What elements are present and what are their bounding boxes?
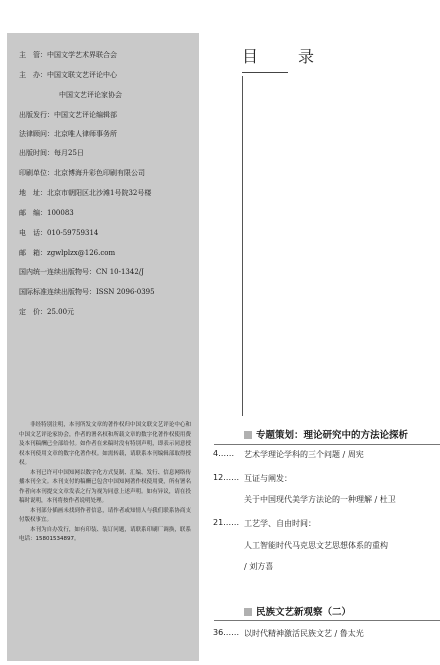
toc-entry-page: 36……: [213, 628, 240, 637]
toc-entry-subtitle[interactable]: 人工智能时代马克思文艺思想体系的重构: [244, 541, 388, 550]
toc-entry-page: 12……: [213, 473, 240, 482]
section-square-icon: [244, 608, 252, 616]
copyright-paragraph: 本刊已许可中国知网以数字化方式复制、汇编、发行、信息网络传播本刊全文。本刊支付的稿酬已包含中国知网著作权使用费，所有署名作者向本刊提交文章发表之行为视为同意上述声明。如有异议，请在投稿时说明，本刊将按作者说明处理。: [19, 469, 191, 504]
toc-title-underline: [242, 72, 288, 73]
toc-entry-page: 4……: [213, 449, 235, 458]
toc-entry-subtitle[interactable]: 关于中国现代美学方法论的一种理解 / 杜卫: [244, 495, 396, 504]
toc-entry-title[interactable]: 艺术学理论学科的三个问题 / 周宪: [244, 450, 364, 459]
masthead-row-publisher: 出版发行：中国文艺评论编辑部: [19, 111, 117, 119]
toc-divider-line: [242, 76, 243, 416]
copyright-paragraph: 非经特别注明，本刊所发文章的著作权归中国文联文艺评论中心和中国文艺评论家协会，作者的署名权和所载文章的数字化著作权使用费及本刊稿酬已全部给付。如作者在来稿时没有特别声明，即表示同意授权本刊使用文章的数字化著作权。如需转载，请联系本刊编辑部取得授权。: [19, 422, 191, 466]
masthead-row-email: 邮 箱：zgwlplzx@126.com: [19, 249, 116, 257]
masthead-row-cn: 国内统一连续出版物号：CN 10-1342/J: [19, 268, 144, 276]
section-square-icon: [244, 431, 252, 439]
toc-section-heading[interactable]: 专题策划：理论研究中的方法论探析: [244, 427, 408, 441]
masthead-row-legal: 法律顾问：北京唯人律师事务所: [19, 130, 117, 138]
section-divider: [214, 620, 440, 621]
masthead-row-printer: 印刷单位：北京博海升彩色印刷有限公司: [19, 169, 145, 177]
section-divider: [214, 444, 440, 445]
toc-entry-author[interactable]: / 刘方喜: [244, 562, 274, 571]
masthead-panel: [7, 33, 199, 661]
copyright-paragraph: 本刊部分插画未找到作者信息，请作者或知情人与我们联系协商支付版权事宜。: [19, 507, 191, 523]
masthead-row-address: 地 址：北京市朝阳区北沙滩1号院32号楼: [19, 189, 152, 197]
toc-entry-page: 21……: [213, 518, 240, 527]
toc-entry-title[interactable]: 以时代精神激活民族文艺 / 鲁太光: [244, 629, 364, 638]
toc-section-heading[interactable]: 民族文艺新观察（二）: [244, 604, 351, 618]
toc-entry-title[interactable]: 互证与阐发：: [244, 474, 292, 483]
masthead-row-sponsor: 主 办：中国文联文艺评论中心: [19, 71, 117, 79]
masthead-row-sponsor-2: 中国文艺评论家协会: [59, 91, 122, 99]
copyright-notice: [19, 421, 191, 545]
copyright-paragraph: 本刊为自办发行，如有印装、装订问题，请联系印刷厂调换，联系电话：15801534897。: [19, 526, 191, 542]
toc-entry-title[interactable]: 工艺学、自由时间：: [244, 519, 316, 528]
toc-title: 目 录: [242, 47, 327, 66]
masthead-row-date: 出版时间：每月25日: [19, 149, 84, 157]
masthead-row-price: 定 价：25.00元: [19, 308, 75, 316]
masthead-row-issn: 国际标准连续出版物号：ISSN 2096-0395: [19, 288, 155, 296]
masthead-row-supervisor: 主 管：中国文学艺术界联合会: [19, 51, 117, 59]
masthead-row-postcode: 邮 编：100083: [19, 209, 74, 217]
masthead-row-phone: 电 话：010-59759314: [19, 229, 99, 237]
